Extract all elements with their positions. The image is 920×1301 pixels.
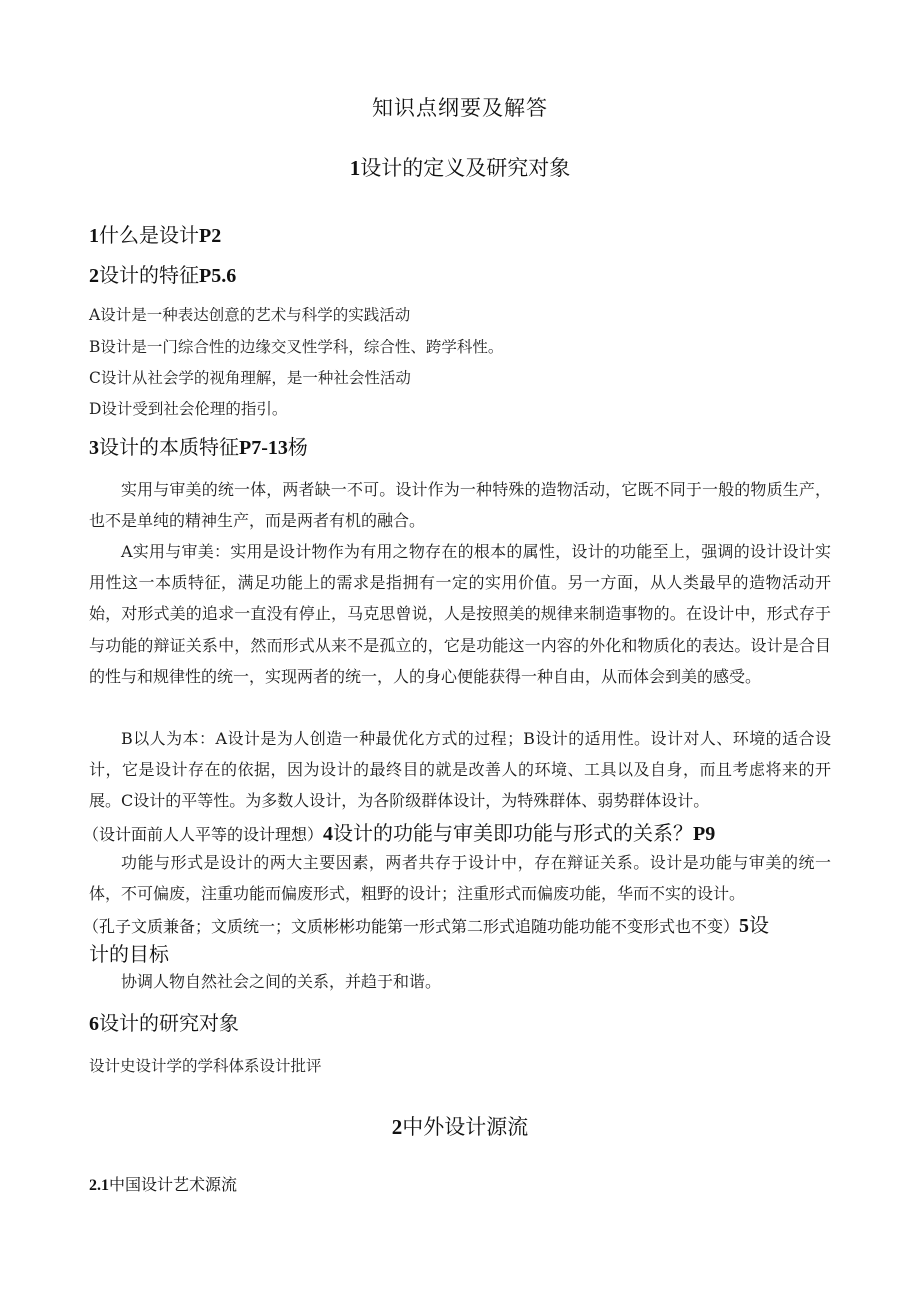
- question-2-number: 2: [89, 265, 99, 287]
- chapter-2-heading: [0, 1111, 920, 1141]
- question-1-heading: [89, 219, 221, 248]
- paragraph-function-form-tail: （孔子文质兼备；文质统一；文质彬彬功能第一形式第二形式追随功能功能不变形式也不变）: [83, 917, 740, 936]
- question-3-page-ref: P7-13: [239, 437, 288, 459]
- question-2-heading: [89, 259, 236, 288]
- question-5-line-2: 计的目标: [89, 942, 169, 966]
- question-3-note: 杨: [287, 435, 308, 459]
- chapter-1-title: 设计的定义及研究对象: [360, 156, 571, 180]
- question-2-page-ref: P5.6: [199, 265, 237, 287]
- chapter-1-number: 1: [349, 156, 361, 180]
- question-5-number: 5: [739, 915, 750, 937]
- question-3-number: 3: [89, 437, 99, 459]
- feature-item-d: D设计受到社会伦理的指引。: [89, 400, 288, 418]
- question-5-line-1: [83, 909, 769, 938]
- question-1-title: 什么是设计: [99, 223, 199, 247]
- section-2-1-number: 2.1: [89, 1177, 109, 1194]
- feature-item-a: A设计是一种表达创意的艺术与科学的实践活动: [89, 306, 411, 324]
- document-title: 知识点纲要及解答: [372, 96, 548, 120]
- paragraph-essence: 实用与审美的统一体，两者缺一不可。设计作为一种特殊的造物活动，它既不同于一般的物质生产，也不是单纯的精神生产，而是两者有机的融合。: [89, 480, 831, 531]
- question-6-title: 设计的研究对象: [99, 1011, 239, 1035]
- question-2-title: 设计的特征: [99, 263, 199, 287]
- question-6-number: 6: [89, 1013, 99, 1035]
- question-3-title: 设计的本质特征: [99, 435, 239, 459]
- question-4-page-ref: P9: [693, 823, 716, 845]
- research-objects-line: 设计史设计学的学科体系设计批评: [89, 1057, 322, 1075]
- chapter-2-number: 2: [391, 1115, 403, 1139]
- question-1-page-ref: P2: [199, 225, 222, 247]
- paragraph-goal: 协调人物自然社会之间的关系，并趋于和谐。: [121, 972, 442, 991]
- question-4-number: 4: [323, 823, 334, 845]
- question-3-heading: [89, 431, 308, 460]
- chapter-2-title: 中外设计源流: [402, 1115, 529, 1139]
- question-1-number: 1: [89, 225, 99, 247]
- section-2-1-heading: [89, 1172, 237, 1195]
- paragraph-human-centered-tail: （设计面前人人平等的设计理想）: [83, 825, 324, 844]
- question-4-title: 设计的功能与审美即功能与形式的关系？: [333, 821, 694, 845]
- feature-item-b: B设计是一门综合性的边缘交叉性学科，综合性、跨学科性。: [89, 338, 504, 356]
- question-4-line: [83, 817, 715, 846]
- question-6-heading: [89, 1007, 239, 1036]
- question-5-title-part-1: 设: [749, 913, 770, 937]
- feature-item-c: C设计从社会学的视角理解，是一种社会性活动: [89, 369, 411, 387]
- paragraph-utility-aesthetics: A实用与审美：实用是设计物作为有用之物存在的根本的属性，设计的功能至上，强调的设计设计实用性这一本质特征，满足功能上的需求是指拥有一定的实用价值。另一方面，从人类最早的造物活动开始，对形式美的追求一直没有停止，马克思曾说，人是按照美的规律来制造事物的。在设计中，形式存于与功能的辩证关系中，然而形式从来不是孤立的，它是功能这一内容的外化和物质化的表达。设计是合目的性与和规律性的统一，实现两者的统一，人的身心便能获得一种自由，从而体会到美的感受。: [89, 542, 831, 686]
- paragraph-human-centered: B以人为本：A设计是为人创造一种最优化方式的过程；B设计的适用性。设计对人、环境的适合设计，它是设计存在的依据，因为设计的最终目的就是改善人的环境、工具以及自身，而且考虑将来的开展。C设计的平等性。为多数人设计，为各阶级群体设计，为特殊群体、弱势群体设计。: [89, 729, 831, 811]
- section-2-1-title: 中国设计艺术源流: [109, 1175, 238, 1194]
- chapter-1-heading: [0, 152, 920, 182]
- paragraph-function-form: 功能与形式是设计的两大主要因素，两者共存于设计中，存在辩证关系。设计是功能与审美的统一体，不可偏废，注重功能而偏废形式，粗野的设计；注重形式而偏废功能，华而不实的设计。: [89, 853, 831, 904]
